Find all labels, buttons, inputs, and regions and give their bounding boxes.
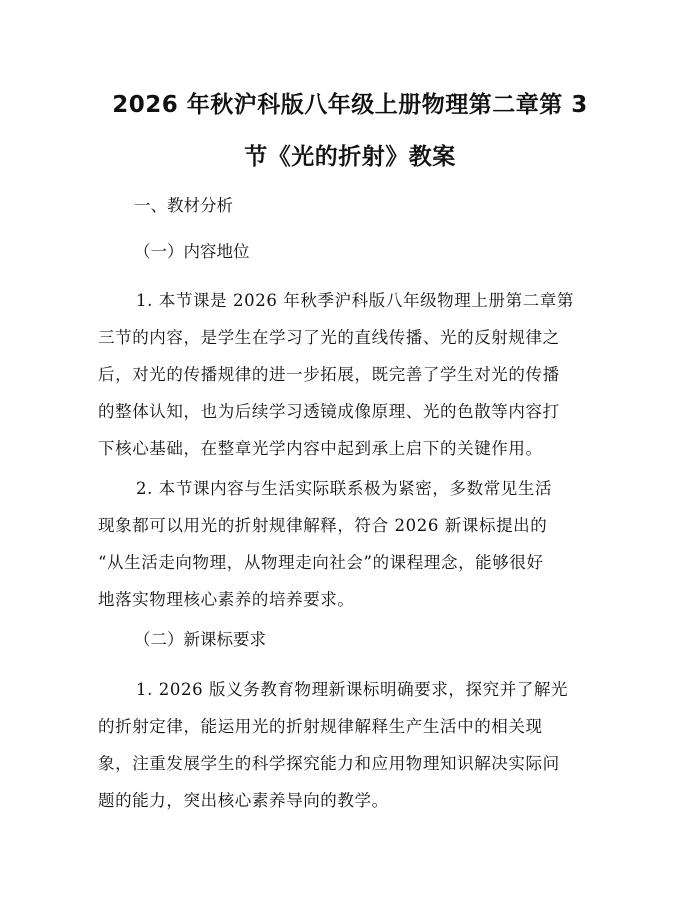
paragraph-1-line: 的整体认知，也为后续学习透镜成像原理、光的色散等内容打 xyxy=(98,402,560,421)
paragraph-1-line: 下核心基础，在整章光学内容中起到承上启下的关键作用。 xyxy=(98,439,543,458)
section-heading-textbook-analysis: 一、教材分析 xyxy=(134,196,233,215)
subsection-heading-content-position: （一）内容地位 xyxy=(134,242,250,261)
paragraph-2-line: 现象都可以用光的折射规律解释，符合 2026 新课标提出的 xyxy=(98,516,548,535)
paragraph-1-line: 后，对光的传播规律的进一步拓展，既完善了学生对光的传播 xyxy=(98,365,560,384)
paragraph-3-line: 1. 2026 版义务教育物理新课标明确要求，探究并了解光 xyxy=(136,680,569,699)
paragraph-1-line: 1. 本节课是 2026 年秋季沪科版八年级物理上册第二章第 xyxy=(136,291,574,310)
paragraph-1-line: 三节的内容，是学生在学习了光的直线传播、光的反射规律之 xyxy=(98,328,560,347)
paragraph-3-line: 题的能力，突出核心素养导向的教学。 xyxy=(98,791,389,810)
paragraph-3-line: 象，注重发展学生的科学探究能力和应用物理知识解决实际问 xyxy=(98,754,560,773)
paragraph-2-line: 2. 本节课内容与生活实际联系极为紧密，多数常见生活 xyxy=(136,479,553,498)
document-title-line-1: 2026 年秋沪科版八年级上册物理第二章第 3 xyxy=(112,92,588,118)
document-title-line-2: 节《光的折射》教案 xyxy=(244,144,456,170)
subsection-heading-curriculum-requirements: （二）新课标要求 xyxy=(134,630,266,649)
paragraph-2-line: 地落实物理核心素养的培养要求。 xyxy=(98,590,355,609)
paragraph-3-line: 的折射定律，能运用光的折射规律解释生产生活中的相关现 xyxy=(98,717,543,736)
paragraph-2-line: “从生活走向物理，从物理走向社会”的课程理念，能够很好 xyxy=(98,553,544,572)
